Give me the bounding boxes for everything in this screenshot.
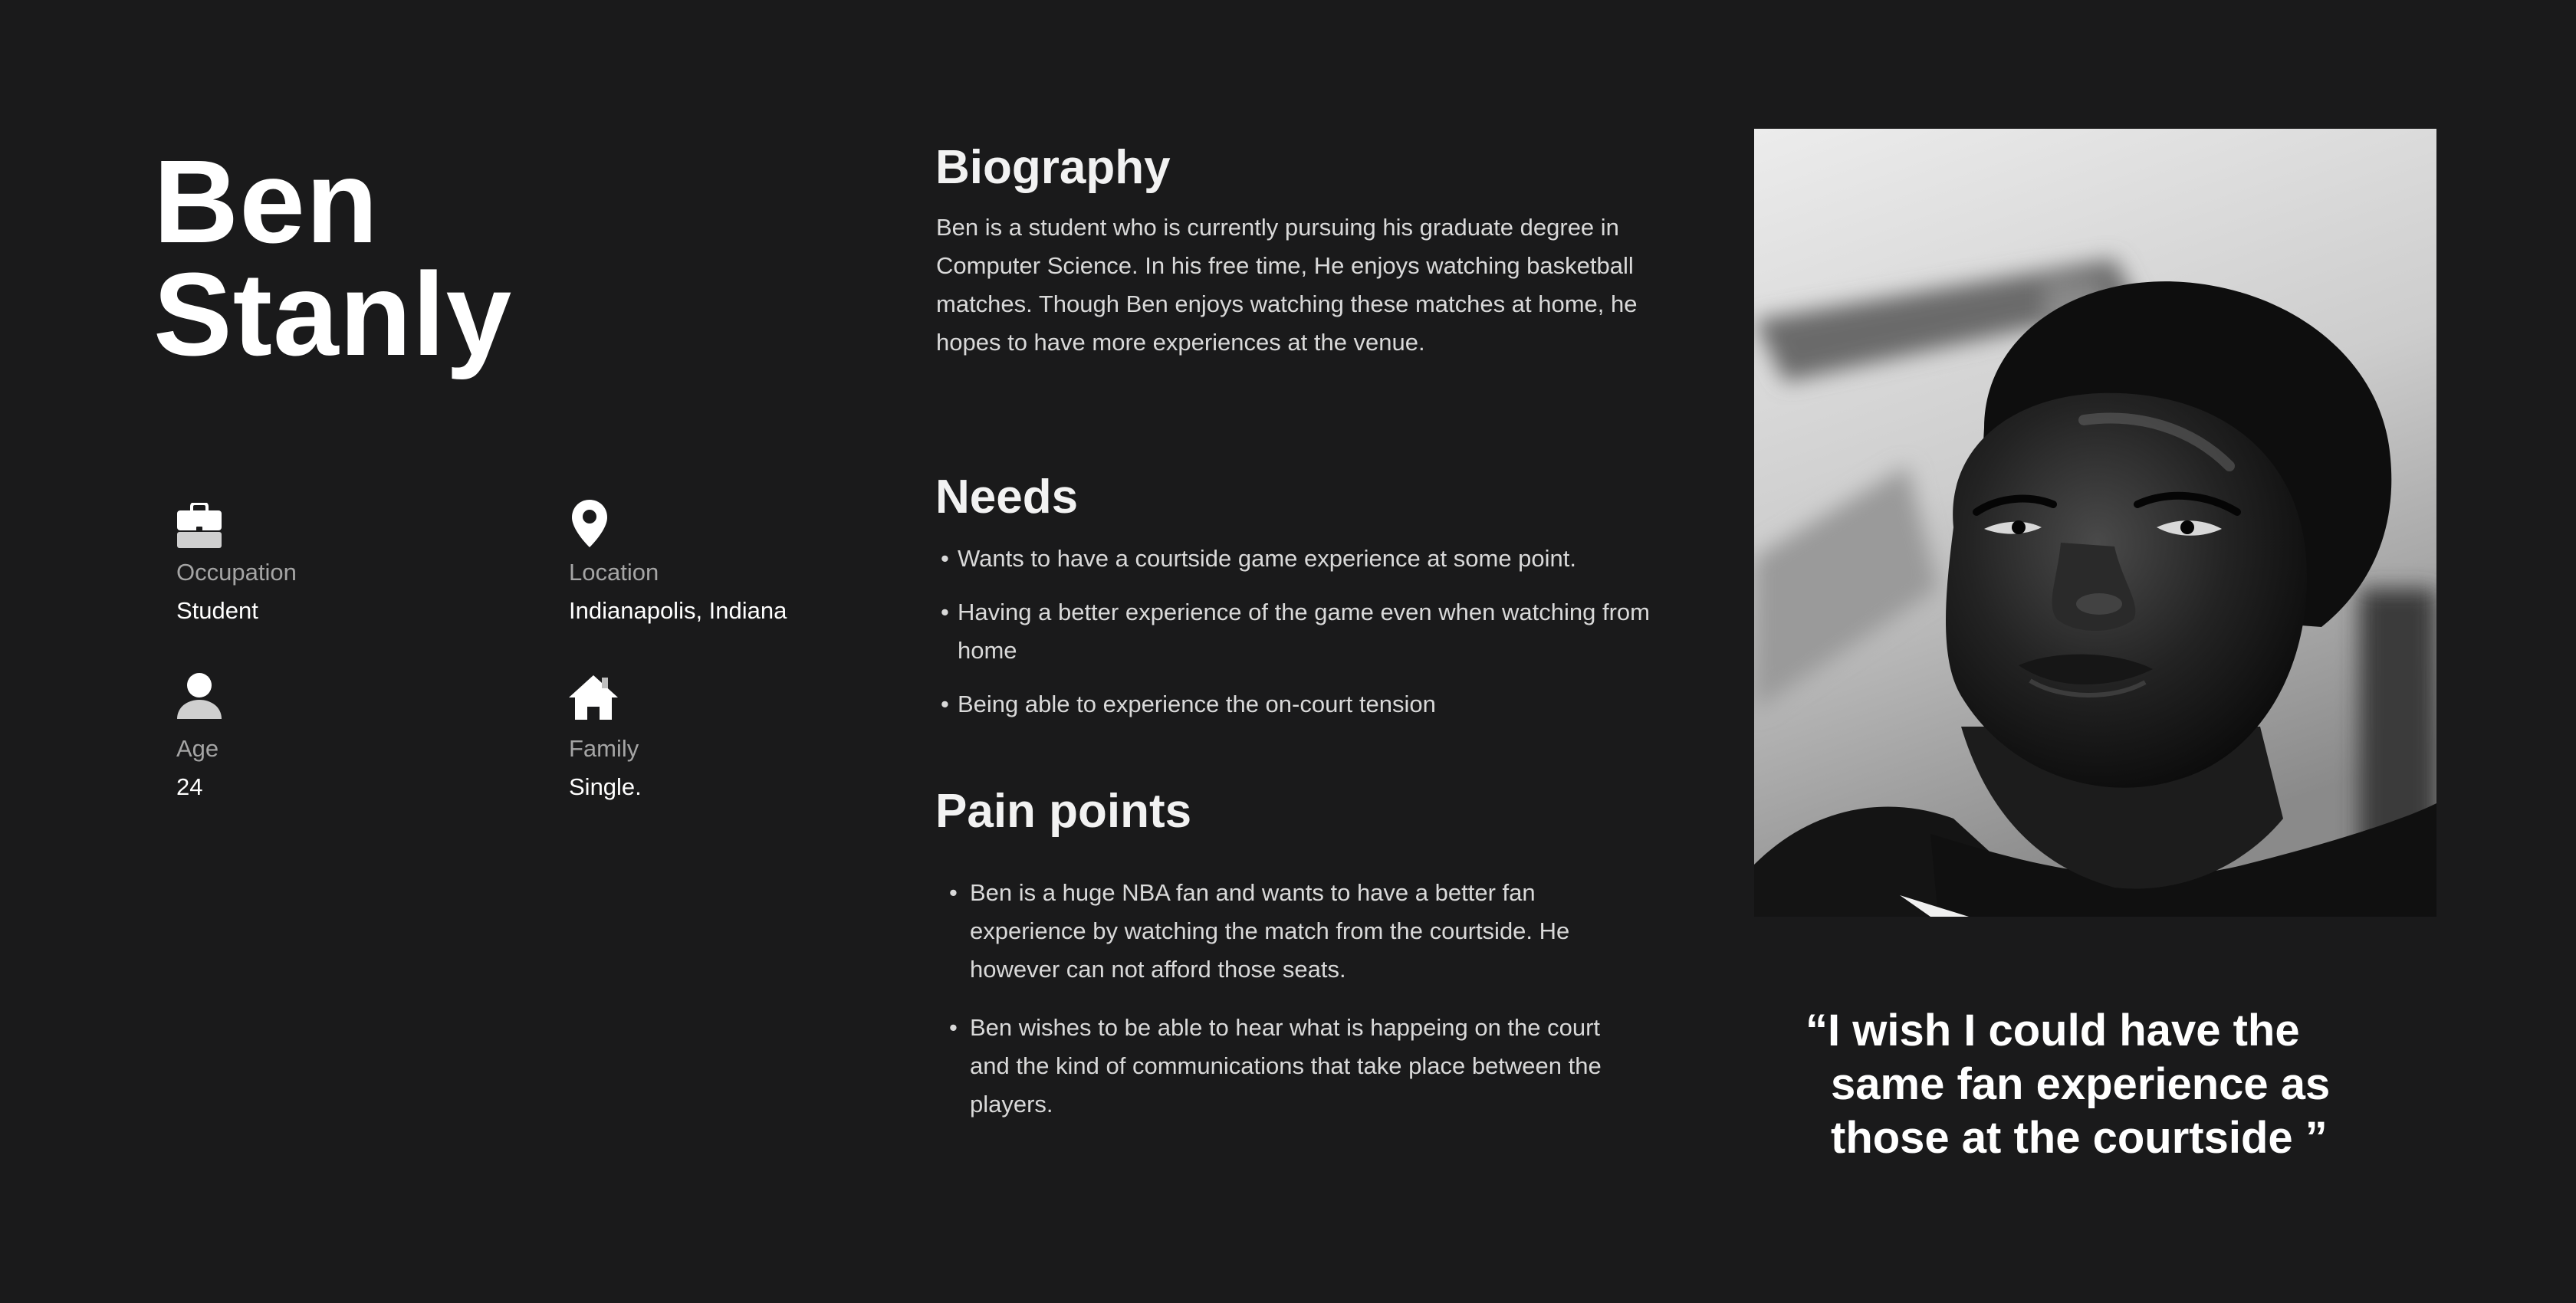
needs-list — [937, 540, 1650, 739]
pain-point-item — [945, 1009, 1635, 1124]
briefcase-icon — [176, 503, 225, 552]
pain-points-heading: Pain points — [935, 785, 1192, 838]
location-value: Indianapolis, Indiana — [569, 597, 787, 624]
occupation-detail — [153, 491, 460, 644]
quote-line-3: those at the courtside — [1831, 1113, 2293, 1163]
bullet-dot: • — [949, 879, 958, 906]
occupation-label: Occupation — [176, 559, 297, 586]
family-value: Single. — [569, 773, 642, 800]
age-value: 24 — [176, 773, 203, 800]
needs-heading: Needs — [935, 471, 1079, 523]
pain-points-list — [945, 874, 1635, 1144]
bullet-dot: • — [941, 545, 949, 572]
bullet-dot: • — [949, 1014, 958, 1041]
user-icon — [176, 672, 225, 721]
pain-point-text: Ben is a huge NBA fan and wants to have a better fan experience by watching the match from the courtside. He however can not afford those seats. — [970, 879, 1570, 983]
occupation-value: Student — [176, 597, 258, 624]
needs-item — [937, 685, 1650, 724]
quote-line-2: same fan experience as — [1831, 1059, 2331, 1109]
persona-photo — [1754, 129, 2436, 917]
home-icon — [568, 674, 617, 724]
needs-item — [937, 540, 1650, 578]
persona-quote — [1806, 1004, 2419, 1165]
location-detail — [546, 491, 853, 644]
quote-open-mark: “ — [1806, 1006, 1828, 1055]
quote-close-mark: ” — [2305, 1113, 2328, 1163]
needs-item-text: Being able to experience the on-court tension — [958, 691, 1436, 717]
needs-item-text: Having a better experience of the game even when watching from home — [958, 599, 1650, 664]
pain-point-text: Ben wishes to be able to hear what is happeing on the court and the kind of communications that take place between the players. — [970, 1014, 1602, 1118]
biography-text: Ben is a student who is currently pursuing his graduate degree in Computer Science. In his free time, He enjoys watching basketball matches. Though Ben enjoys watching these matches at home, he hopes to have more experiences at the venue. — [936, 214, 1638, 356]
age-label: Age — [176, 735, 219, 762]
bullet-dot: • — [941, 599, 949, 625]
pain-point-item — [945, 874, 1635, 989]
family-label: Family — [569, 735, 639, 762]
needs-item-text: Wants to have a courtside game experience at some point. — [958, 545, 1577, 572]
quote-line-1: I wish I could have the — [1828, 1006, 2300, 1055]
map-pin-icon — [570, 498, 619, 547]
family-detail — [546, 667, 853, 820]
bullet-dot: • — [941, 691, 949, 717]
persona-last-name: Stanly — [153, 248, 513, 380]
biography-heading: Biography — [935, 141, 1171, 194]
needs-item — [937, 593, 1650, 670]
location-label: Location — [569, 559, 659, 586]
persona-first-name: Ben — [153, 136, 379, 267]
age-detail — [153, 667, 460, 820]
